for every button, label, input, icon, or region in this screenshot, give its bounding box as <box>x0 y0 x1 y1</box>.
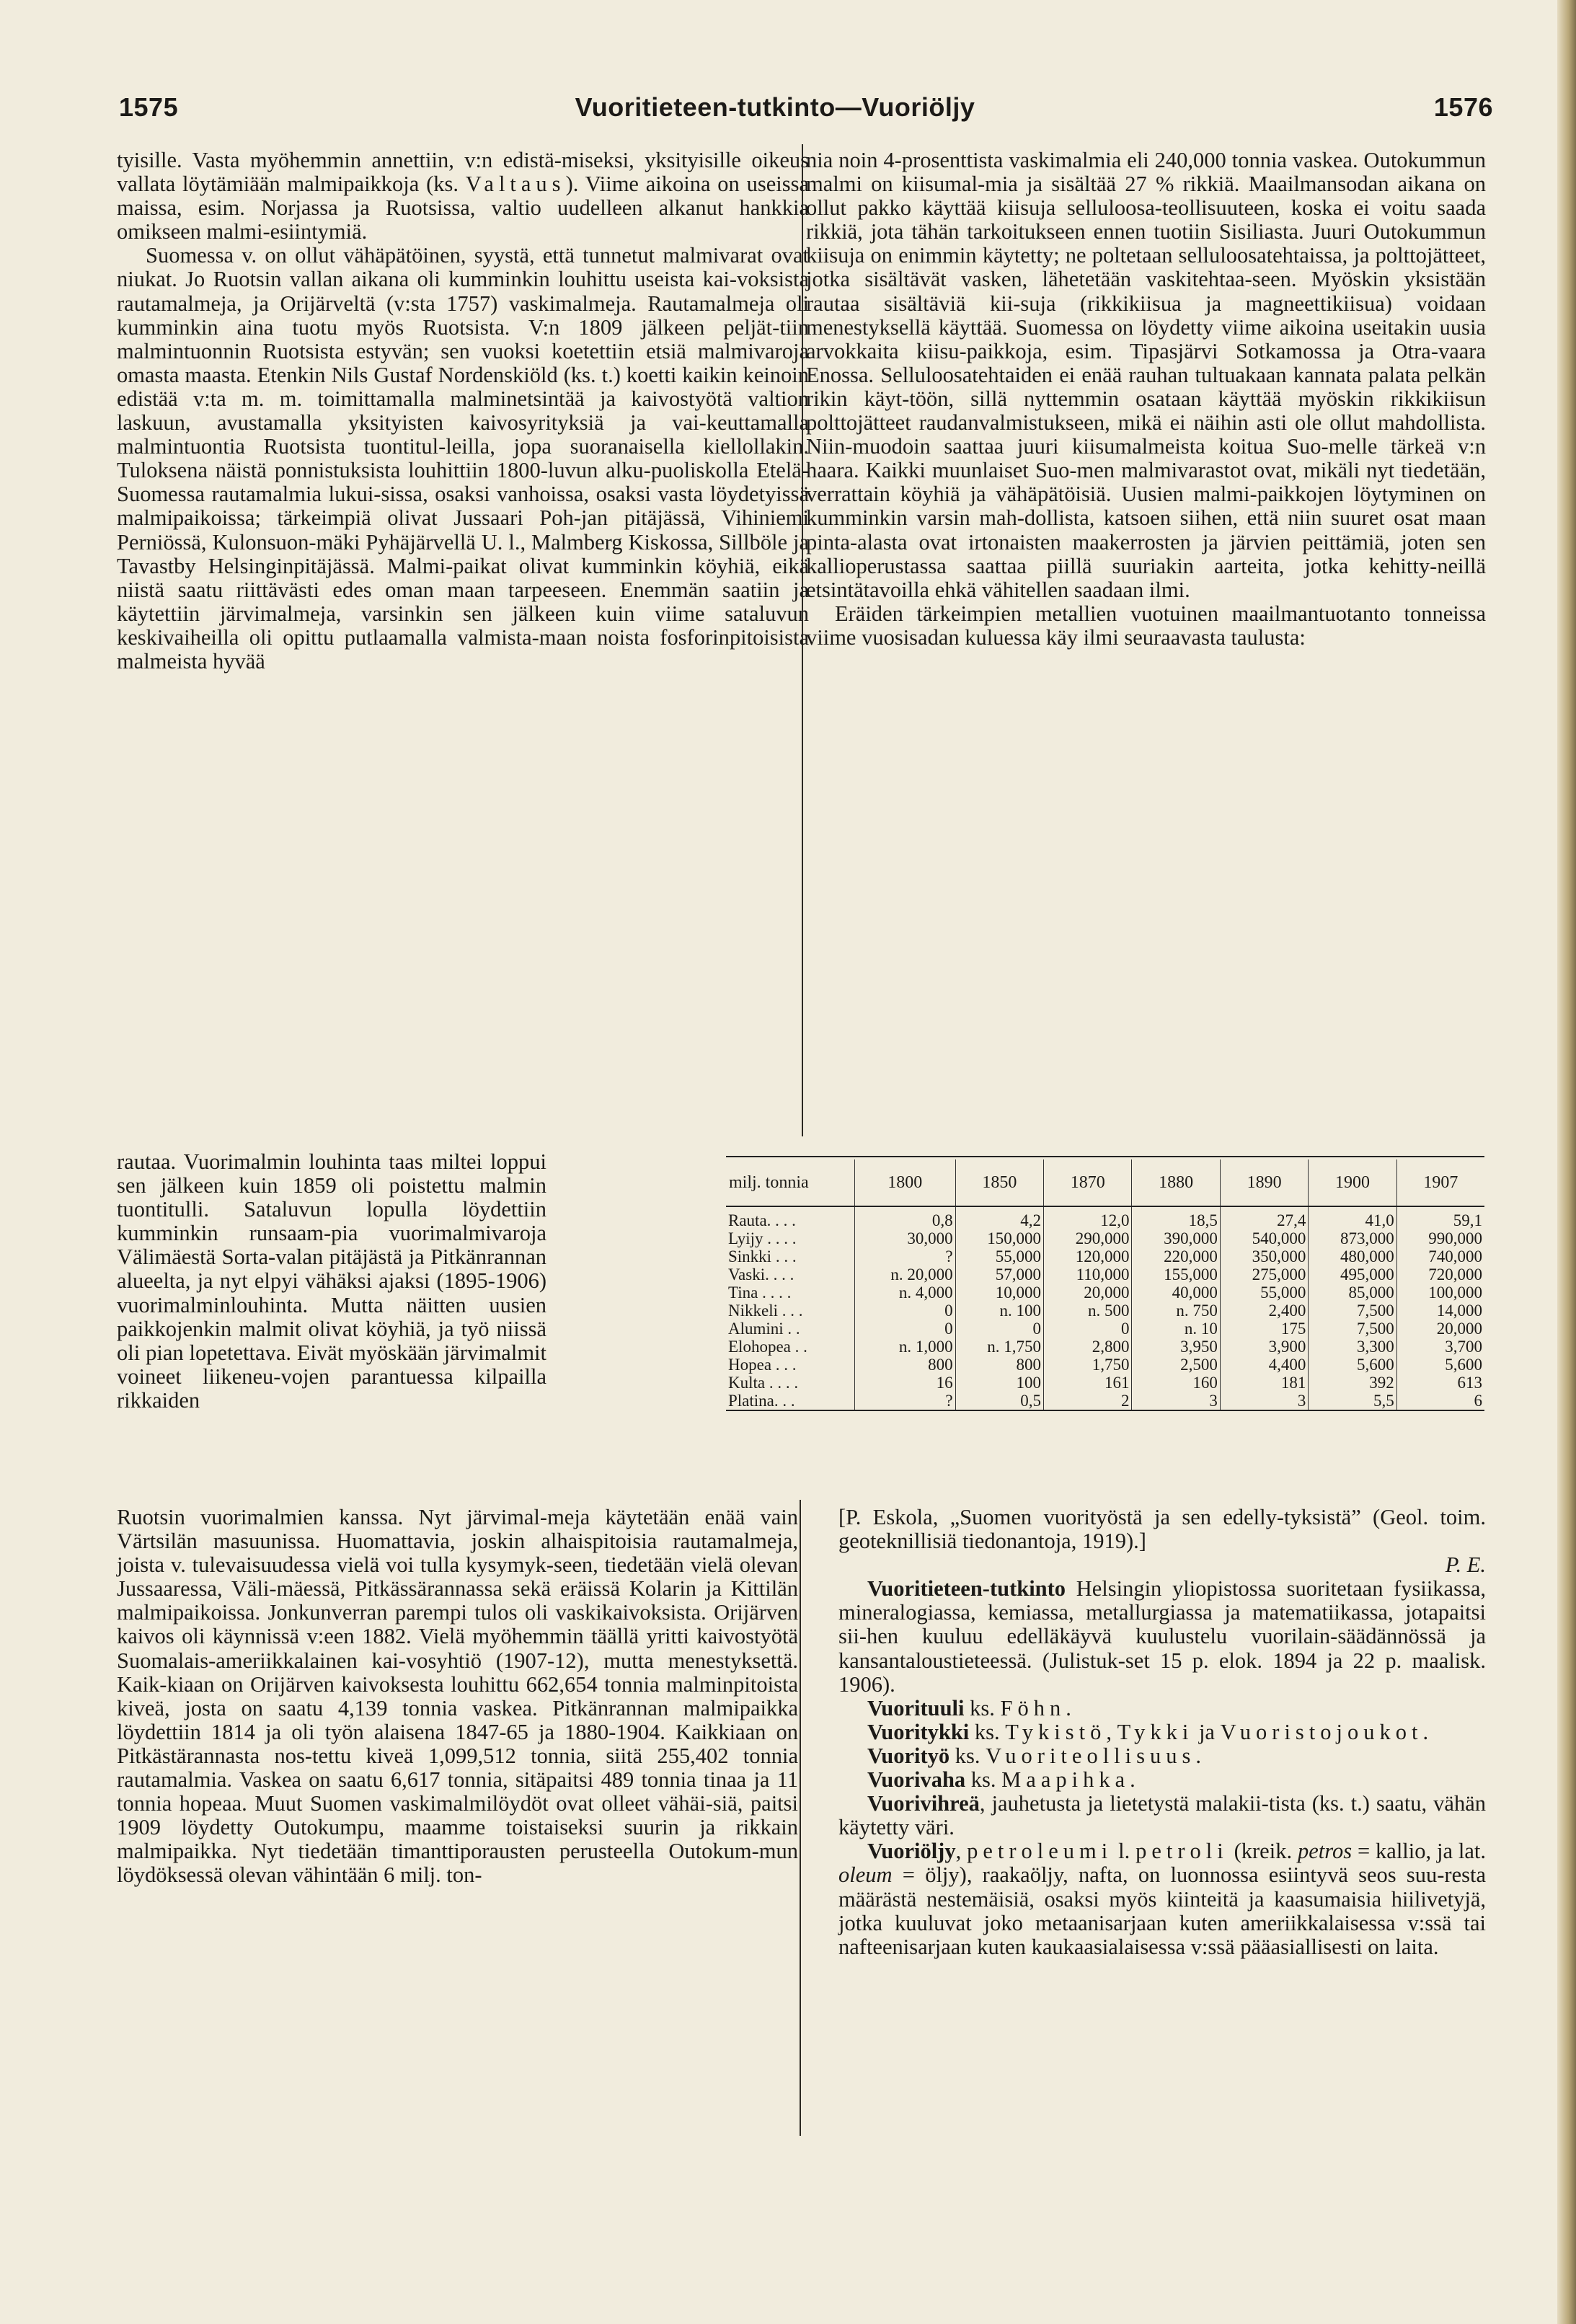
production-value: 0 <box>1044 1320 1132 1338</box>
left-column-narrow-text <box>117 1150 546 1413</box>
paragraph: nia noin 4-prosenttista vaskimalmia eli 240,000 tonnia vaskea. Outokummun malmi on kiisumal-mia ja sisältää 27 % rikkiä. Maailmansodan aikana on ollut pakko käyttää kiisuja selluloosa-teollisuuteen, koska ei voitu saada rikkiä, jota tähän tarkoitukseen ennen tuotiin Sisiliasta. Juuri Outokummun kiisuja on enimmin käytetty; ne poltetaan selluloosatehtaissa, ja polttojätteet, jotka sisältävät vasken, lähetetään vaskitehtaa-seen. Myöskin yksistään rautaa sisältäviä kii-suja (rikkikiisua ja magneettikiisua) voidaan menestyksellä käyttää. Suomessa on löydetty viime aikoina useitakin uusia arvokkaita kiisu-paikkoja, esim. Tipasjärvi Sotkamossa ja Otra-vaara Enossa. Selluloosatehtaiden ei enää rauhan tultuakaan kannata palata pelkän rikin käyt-töön, sillä nyttemmin osataan käyttää myöskin rikkikiisun polttojätteet raudanvalmistukseen, mikä ei näihin asti ole ollut mahdollista. Niin-muodoin saattaa juuri kiisumalmeista koitua Suo-melle tärkeä v:n haara. Kaikki muunlaiset Suo-men malmivarastot ovat, mikäli nyt tiedetään, verrattain köyhiä ja vähäpätöisiä. Uusien malmi-paikkojen löytyminen on kumminkin varsin mah-dollista, katsoen siihen, että niin suuret osat maan pinta-alasta ovat irtonaisten maakerrosten ja järvien peittämiä, joten sen kallioperustassa saattaa piillä suuriakin aarteita, jotka kehitty-neillä etsintätavoilla ehkä vähitellen saadaan ilmi. <box>806 148 1486 602</box>
entry-vuorityo: Vuorityö ks. Vuoriteollisuus. <box>867 1743 1201 1768</box>
right-column-text <box>806 149 1486 650</box>
production-value: 3,300 <box>1309 1338 1396 1356</box>
production-value: 12,0 <box>1044 1206 1132 1229</box>
metal-production-table <box>726 1159 1484 1411</box>
production-value: 7,500 <box>1309 1302 1396 1320</box>
production-value: 6 <box>1396 1392 1484 1410</box>
production-value: 5,5 <box>1309 1392 1396 1410</box>
table-row <box>726 1302 1484 1320</box>
production-value: 0 <box>854 1302 955 1320</box>
cross-reference: Föhn <box>1000 1695 1066 1720</box>
running-title: Vuoritieteen-tutkinto—Vuoriöljy <box>575 92 975 122</box>
production-value: 740,000 <box>1396 1247 1484 1265</box>
production-value: 57,000 <box>955 1265 1043 1283</box>
right-column-lower-entries <box>838 1506 1486 1959</box>
production-value: 41,0 <box>1309 1206 1396 1229</box>
year-header: 1907 <box>1396 1159 1484 1206</box>
production-value: 0 <box>854 1320 955 1338</box>
production-value: n. 1,000 <box>854 1338 955 1356</box>
table-row <box>726 1392 1484 1410</box>
production-value: 155,000 <box>1132 1265 1220 1283</box>
production-value: 7,500 <box>1309 1320 1396 1338</box>
year-header: 1890 <box>1220 1159 1308 1206</box>
metal-name: Tina . . . . <box>728 1283 792 1302</box>
table-row <box>726 1283 1484 1302</box>
production-value: 59,1 <box>1396 1206 1484 1229</box>
production-value: 100 <box>955 1374 1043 1392</box>
entry-vuoritykki: Vuoritykki ks. Tykistö, Tykki ja Vuoristojoukot. <box>867 1719 1429 1744</box>
production-value: 20,000 <box>1396 1320 1484 1338</box>
metal-name: Sinkki . . . <box>728 1247 797 1265</box>
production-value: 160 <box>1132 1374 1220 1392</box>
entry-headword: Vuorivihreä <box>867 1791 980 1816</box>
cross-reference: Valtaus <box>465 172 566 197</box>
production-value: 800 <box>955 1356 1043 1374</box>
production-value: 275,000 <box>1220 1265 1308 1283</box>
production-value: n. 4,000 <box>854 1283 955 1302</box>
production-value: 14,000 <box>1396 1302 1484 1320</box>
production-value: 30,000 <box>854 1229 955 1247</box>
production-value: 100,000 <box>1396 1283 1484 1302</box>
metal-name: Lyijy . . . . <box>728 1229 797 1247</box>
production-value: 3,700 <box>1396 1338 1484 1356</box>
production-value: n. 20,000 <box>854 1265 955 1283</box>
production-value: 0 <box>955 1320 1043 1338</box>
production-value: 2 <box>1044 1392 1132 1410</box>
table-header-row <box>726 1159 1484 1206</box>
production-value: 55,000 <box>1220 1283 1308 1302</box>
table-row <box>726 1374 1484 1392</box>
entry-headword: Vuoriöljy <box>867 1839 956 1864</box>
metal-name: Nikkeli . . . <box>728 1302 803 1320</box>
table-row <box>726 1356 1484 1374</box>
production-value: 16 <box>854 1374 955 1392</box>
production-value: 18,5 <box>1132 1206 1220 1229</box>
metal-name: Alumini . . <box>728 1320 800 1338</box>
production-value: 110,000 <box>1044 1265 1132 1283</box>
entry-headword: Vuoritieteen-tutkinto <box>867 1576 1066 1601</box>
production-value: 220,000 <box>1132 1247 1220 1265</box>
cross-reference: Tykki <box>1117 1719 1194 1744</box>
production-value: 3 <box>1132 1392 1220 1410</box>
production-value: 480,000 <box>1309 1247 1396 1265</box>
production-value: 5,600 <box>1396 1356 1484 1374</box>
production-value: 161 <box>1044 1374 1132 1392</box>
metal-name: Hopea . . . <box>728 1356 797 1374</box>
metal-name: Kulta . . . . <box>728 1374 799 1392</box>
paragraph: rautaa. Vuorimalmin louhinta taas miltei loppui sen jälkeen kuin 1859 oli poistettu malmin tuontitulli. Sataluvun lopulla löydettiin kumminkin runsaam-pia vuorimalmivaroja Välimäestä Sorta-valan pitäjästä ja Pitkänrannan alueelta, ja nyt elpyi vähäksi ajaksi (1895-1906) vuorimalminlouhinta. Mutta näitten uusien paikkojenkin malmit olivat köyhiä, ja työ niissä oli pian lopetettava. Eivät myöskään järvimalmit voineet liikeneu-vojen parantuessa kilpailla rikkaiden <box>117 1149 546 1413</box>
production-value: 290,000 <box>1044 1229 1132 1247</box>
table-row <box>726 1338 1484 1356</box>
production-value: 2,500 <box>1132 1356 1220 1374</box>
page-edge <box>1557 0 1576 2324</box>
production-value: 55,000 <box>955 1247 1043 1265</box>
production-value: 873,000 <box>1309 1229 1396 1247</box>
table-row <box>726 1206 1484 1229</box>
production-value: 990,000 <box>1396 1229 1484 1247</box>
year-header: 1880 <box>1132 1159 1220 1206</box>
production-value: 2,800 <box>1044 1338 1132 1356</box>
page-number-left: 1575 <box>119 92 179 122</box>
production-value: n. 750 <box>1132 1302 1220 1320</box>
entry-headword: Vuorituuli <box>867 1695 965 1720</box>
production-value: 40,000 <box>1132 1283 1220 1302</box>
production-value: 150,000 <box>955 1229 1043 1247</box>
entry-headword: Vuoritykki <box>867 1719 970 1744</box>
production-value: 4,400 <box>1220 1356 1308 1374</box>
left-column-text <box>117 149 809 673</box>
production-value: 613 <box>1396 1374 1484 1392</box>
metal-name: Platina. . . <box>726 1392 854 1410</box>
cross-reference: Vuoriteollisuus <box>986 1743 1196 1768</box>
production-value: 2,400 <box>1220 1302 1308 1320</box>
paragraph: Ruotsin vuorimalmien kanssa. Nyt järvimal-meja käytetään enää vain Värtsilän masuunissa. Huomattavia, joskin alhaispitoisia rautamalmeja, joista v. tulevaisuudessa vielä voi tulla kysymyk-seen, tiedetään vielä olevan Jussaaressa, Väli-mäessä, Pitkässärannassa sekä eräissä Kolarin ja Kittilän malmipaikoissa. Jonkunverran parempi tulos oli vaskikaivoksista. Orijärven kaivos oli käynnissä v:een 1882. Vielä myöhemmin täällä yritti kaivostyötä Suomalais-ameriikkalainen kai-vosyhtiö (1907-12), mutta menestyksettä. Kaik-kiaan on Orijärven kaivoksesta louhittu 662,654 tonnia malminpitoista kiveä, josta on saatu 4,139 tonnia vaskea. Pitkänrannan malmipaikka löydettiin 1814 ja oli työn alaisena 1847-65 ja 1880-1904. Kaikkiaan on Pitkästärannasta nos-tettu kiveä 1,099,512 tonnia, siitä 255,402 tonnia rautamalmia. Vaskea on saatu 6,617 tonnia, sitäpaitsi 489 tonnia tinaa ja 11 tonnia hopeaa. Muut Suomen vaskimalmilöydöt ovat olleet vähäi-siä, paitsi 1909 löydetty Outokumpu, maamme toistaiseksi suurin ja rikkain malmipaikka. Nyt tiedetään timanttiporausten perusteella Outokum-mun löydöksessä olevan vähintään 6 milj. ton- <box>117 1505 798 1888</box>
table-row <box>726 1229 1484 1247</box>
production-value: 27,4 <box>1220 1206 1308 1229</box>
entry-vuorivihrea: Vuorivihreä, jauhetusta ja lietetystä malakii-tista (ks. t.) saatu, vähän käytetty väri. <box>838 1791 1486 1840</box>
production-value: 20,000 <box>1044 1283 1132 1302</box>
paragraph: Suomessa v. on ollut vähäpätöinen, syystä, että tunnetut malmivarat ovat niukat. Jo Ruotsin vallan aikana oli kumminkin louhittu useista kai-voksista rautamalmeja, ja Orijärveltä (v:sta 1757) vaskimalmeja. Rautamalmeja oli kumminkin aina tuotu myös Ruotsista. V:n 1809 jälkeen peljät-tiin malmintuonnin Ruotsista estyvän; sen vuoksi koetettiin etsiä malmivaroja omasta maasta. Etenkin Nils Gustaf Nordenskiöld (ks. t.) koetti kaikin keinoin edistää v:ta m. m. toimittamalla malminetsintää ja kaivostyötä valtion laskuun, avustamalla yksityisten kaivosyrityksiä ja vai-keuttamalla malmintuontia Ruotsista tuontitul-leilla, jopa suoranaisella kiellollakin. Tuloksena näistä ponnistuksista louhittiin 1800-luvun alku-puoliskolla Etelä-Suomessa rautamalmia lukui-sissa, osaksi vanhoissa, osaksi vasta löydetyissä malmipaikoissa; tärkeimpiä olivat Jussaari Poh-jan pitäjässä, Vihiniemi Perniössä, Kulonsuon-mäki Pyhäjärvellä U. l., Malmberg Kiskossa, Sillböle ja Tavastby Helsinginpitäjässä. Malmi-paikat olivat kumminkin köyhiä, eikä niistä saatu riittävästi edes oman maan tarpeeseen. Enemmän saatiin ja käytettiin järvimalmeja, varsinkin sen jälkeen kuin viime sataluvun keskivaiheilla oli opittu putlaamalla valmista-maan noista fosforinpitoisista malmeista hyvää <box>117 243 809 673</box>
year-header: 1850 <box>955 1159 1043 1206</box>
cross-reference: Vuoristojoukot <box>1220 1719 1423 1744</box>
reference-note: [P. Eskola, „Suomen vuorityöstä ja sen edelly-tyksistä” (Geol. toim. geoteknillisiä tiedonantoja, 1919).] <box>838 1505 1486 1554</box>
production-value: 800 <box>854 1356 955 1374</box>
production-value: 3,900 <box>1220 1338 1308 1356</box>
production-value: 4,2 <box>955 1206 1043 1229</box>
table-row <box>726 1320 1484 1338</box>
cross-reference: Maapihka <box>1001 1767 1130 1793</box>
entry-vuorituuli: Vuorituuli ks. Föhn. <box>867 1695 1071 1720</box>
production-value: ? <box>854 1247 955 1265</box>
production-value: 720,000 <box>1396 1265 1484 1283</box>
production-value: 3,950 <box>1132 1338 1220 1356</box>
year-header: 1870 <box>1044 1159 1132 1206</box>
production-value: n. 1,750 <box>955 1338 1043 1356</box>
production-value: 85,000 <box>1309 1283 1396 1302</box>
paragraph: tyisille. Vasta myöhemmin annettiin, v:n edistä-miseksi, yksityisille oikeus vallata löytämiään malmipaikkoja (ks. Valtaus). Viime aikoina on useissa maissa, esim. Norjassa ja Ruotsissa, valtio uudelleen alkanut hankkia omikseen malmi-esiintymiä. <box>117 148 809 244</box>
production-value: 5,600 <box>1309 1356 1396 1374</box>
table-rule <box>726 1156 1484 1157</box>
left-column-lower-text <box>117 1506 798 1888</box>
production-value: 540,000 <box>1220 1229 1308 1247</box>
entry-vuoritieteen-tutkinto: Vuoritieteen-tutkinto Helsingin yliopistossa suoritetaan fysiikassa, mineralogiassa, kemiassa, metallurgiassa ja matematiikassa, jotapaitsi sii-hen kuuluu edelläkäyvä kuulustelu vuorilain-säädännössä ja kansantaloustieteessä. (Julistuk-set 15 p. elok. 1894 ja 22 p. maalisk. 1906). <box>838 1576 1486 1697</box>
paragraph: Eräiden tärkeimpien metallien vuotuinen maailmantuotanto tonneissa viime vuosisadan kuluessa käy ilmi seuraavasta taulusta: <box>806 601 1486 650</box>
unit-header: milj. tonnia <box>726 1159 854 1206</box>
metal-name: Vaski. . . . <box>728 1265 794 1283</box>
production-value: 10,000 <box>955 1283 1043 1302</box>
production-value: n. 10 <box>1132 1320 1220 1338</box>
entry-headword: Vuorivaha <box>867 1767 966 1793</box>
production-value: 181 <box>1220 1374 1308 1392</box>
production-value: 0,5 <box>955 1392 1043 1410</box>
production-value: 3 <box>1220 1392 1308 1410</box>
metal-name: Elohopea . . <box>728 1338 807 1356</box>
production-value: 1,750 <box>1044 1356 1132 1374</box>
entry-headword: Vuorityö <box>867 1743 950 1768</box>
synonym: petroleumi <box>967 1839 1113 1864</box>
production-value: 350,000 <box>1220 1247 1308 1265</box>
author-signature: P. E. <box>1445 1552 1486 1578</box>
production-value: n. 500 <box>1044 1302 1132 1320</box>
production-value: n. 100 <box>955 1302 1043 1320</box>
production-value: 175 <box>1220 1320 1308 1338</box>
table-row <box>726 1265 1484 1283</box>
synonym: petroli <box>1135 1839 1229 1864</box>
production-value: ? <box>854 1392 955 1410</box>
metal-name: Rauta. . . . <box>728 1211 796 1229</box>
table-row <box>726 1247 1484 1265</box>
entry-vuorivaha: Vuorivaha ks. Maapihka. <box>867 1767 1135 1793</box>
production-value: 495,000 <box>1309 1265 1396 1283</box>
column-divider-lower <box>800 1500 801 2136</box>
year-header: 1900 <box>1309 1159 1396 1206</box>
entry-vuorioljy: Vuoriöljy, petroleumi l. petroli (kreik. petros = kallio, ja lat. oleum = öljy), raakaöljy, nafta, on luonnossa esiintyvä seos suu-resta määrästä nestemäisiä, osaksi myös kiinteitä ja kaasumaisia hiilivetyjä, jotka kuuluvat joko metaanisarjaan kuten ameriikkalaisessa v:ssä tai nafteenisarjaan kuten kaukaasialaisessa v:ssä pääasiallisesti on laita. <box>838 1839 1487 1959</box>
cross-reference: Tykistö <box>1005 1719 1107 1744</box>
production-value: 390,000 <box>1132 1229 1220 1247</box>
production-value: 120,000 <box>1044 1247 1132 1265</box>
year-header: 1800 <box>854 1159 955 1206</box>
production-value: 0,8 <box>854 1206 955 1229</box>
page-number-right: 1576 <box>1433 92 1493 122</box>
production-value: 392 <box>1309 1374 1396 1392</box>
